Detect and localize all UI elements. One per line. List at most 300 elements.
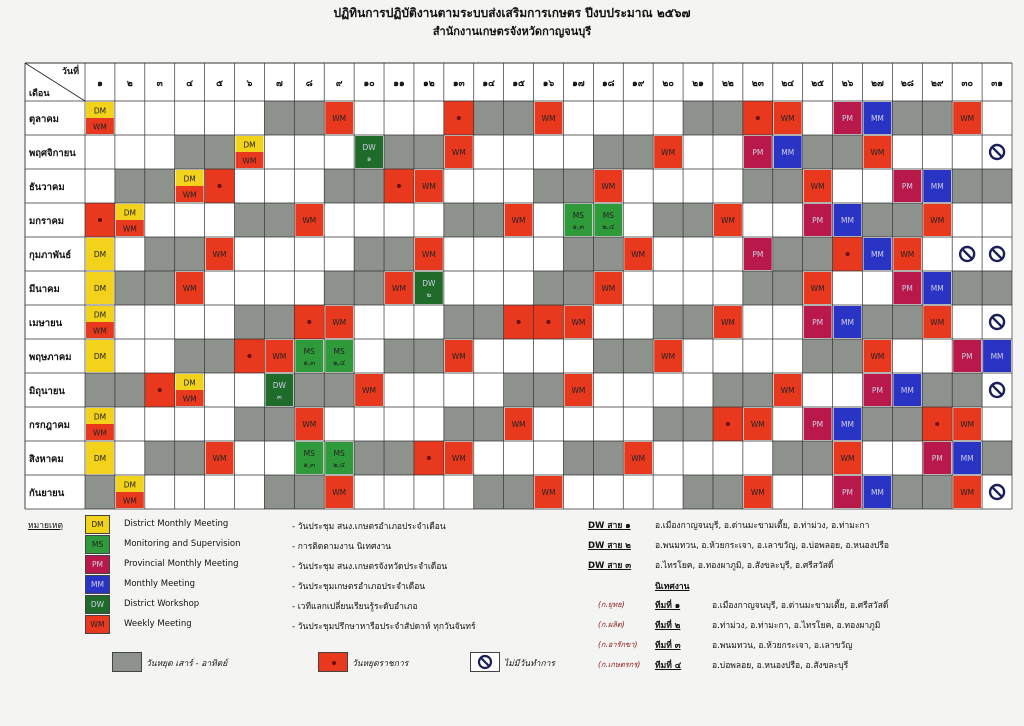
weekend-cell — [504, 475, 534, 509]
team-label-1: ทีมที่ ๑ — [655, 601, 681, 611]
event-dw-label: DW — [422, 279, 436, 288]
event-wm-label: WM — [451, 148, 466, 157]
legend-en-mm: Monthly Meeting — [124, 579, 196, 589]
weekend-cell — [264, 305, 294, 339]
weekend-cell — [504, 373, 534, 407]
event-wm-label: WM — [631, 454, 646, 463]
weekend-cell — [833, 339, 863, 373]
weekend-cell — [952, 271, 982, 305]
weekend-cell — [205, 339, 235, 373]
legend-en-ms: Monitoring and Supervision — [124, 539, 241, 549]
event-wm-label: WM — [661, 352, 676, 361]
weekend-cell — [683, 305, 713, 339]
weekend-cell — [892, 407, 922, 441]
weekend-cell — [145, 441, 175, 475]
day-header-22: ๒๒ — [721, 79, 734, 89]
event-dm-label: DM — [93, 284, 107, 293]
event-wm-label: WM — [960, 114, 975, 123]
holiday-dot — [397, 184, 401, 188]
event-dw-cell — [265, 374, 293, 406]
event-wm-label: WM — [601, 284, 616, 293]
day-header-9: ๙ — [335, 79, 343, 89]
weekend-cell — [713, 475, 743, 509]
event-pm-label: PM — [931, 454, 943, 463]
legend-th-dw: - เวทีแลกเปลี่ยนเรียนรู้ระดับอำเภอ — [292, 602, 418, 612]
event-sub-label: ๑,๓ — [303, 359, 316, 367]
month-label-12: กันยายน — [29, 488, 65, 499]
event-wm-label: WM — [840, 454, 855, 463]
day-header-14: ๑๔ — [482, 79, 495, 89]
weekend-cell — [803, 441, 833, 475]
weekend-cell — [474, 475, 504, 509]
weekend-cell — [145, 237, 175, 271]
weekend-cell — [324, 373, 354, 407]
weekend-cell — [175, 237, 205, 271]
team-text-3: อ.พนมทวน, อ.ห้วยกระเจา, อ.เลาขวัญ — [712, 641, 853, 651]
weekend-cell — [444, 305, 474, 339]
event-pm-label: PM — [871, 386, 883, 395]
weekend-cell — [384, 339, 414, 373]
supervision-heading: นิเทศงาน — [655, 582, 690, 592]
weekend-cell — [354, 169, 384, 203]
event-mm-label: MM — [990, 352, 1004, 361]
holiday-dot — [846, 252, 850, 256]
event-pm-label: PM — [901, 284, 913, 293]
event-wm-label: WM — [122, 496, 137, 506]
event-dm-label: DM — [93, 250, 107, 259]
event-sub-label: ๑ — [366, 155, 372, 163]
weekend-cell — [563, 271, 593, 305]
event-pm-label: PM — [901, 182, 913, 191]
legend-swatch-ms: MS — [85, 535, 110, 554]
weekend-cell — [115, 271, 145, 305]
weekend-cell — [145, 169, 175, 203]
event-wm-label: WM — [182, 284, 197, 293]
event-dm-label: DM — [93, 106, 107, 116]
weekend-cell — [922, 373, 952, 407]
event-wm-label: WM — [870, 352, 885, 361]
event-ms-cell — [594, 204, 622, 236]
event-wm-label: WM — [750, 420, 765, 429]
day-header-18: ๑๘ — [601, 79, 615, 89]
weekend-cell — [683, 407, 713, 441]
event-wm-label: WM — [780, 114, 795, 123]
event-wm-label: WM — [601, 182, 616, 191]
day-header-1: ๑ — [97, 79, 103, 89]
event-wm-label: WM — [182, 394, 197, 404]
corner-day-label: วันที่ — [61, 67, 79, 77]
weekend-cell — [862, 305, 892, 339]
legend-en-wm: Weekly Meeting — [124, 619, 192, 629]
event-mm-label: MM — [960, 454, 974, 463]
event-mm-label: MM — [870, 114, 884, 123]
event-wm-label: WM — [541, 488, 556, 497]
event-ms-cell — [295, 340, 323, 372]
event-sub-label: ๒,๔ — [333, 461, 346, 469]
page-subtitle: สำนักงานเกษตรจังหวัดกาญจนบุรี — [432, 25, 592, 38]
event-wm-label: WM — [720, 216, 735, 225]
holiday-dot — [247, 354, 251, 358]
weekend-cell — [593, 339, 623, 373]
day-header-24: ๒๔ — [781, 79, 795, 89]
weekend-cell — [294, 475, 324, 509]
team-label-4: ทีมที่ ๔ — [655, 661, 682, 671]
event-dm-label: DM — [93, 352, 107, 361]
legend-swatch-dm: DM — [85, 515, 110, 534]
holiday-dot — [457, 116, 461, 120]
dw-line-text-3: อ.ไทรโยค, อ.ทองผาภูมิ, อ.สังขละบุรี, อ.ศรีสวัสดิ์ — [655, 561, 834, 571]
event-ms-label: MS — [303, 347, 315, 356]
weekend-cell — [563, 441, 593, 475]
event-ms-cell — [295, 442, 323, 474]
event-dm-label: DM — [93, 454, 107, 463]
event-mm-label: MM — [781, 148, 795, 157]
month-label-10: กรกฎาคม — [29, 420, 70, 431]
event-dw-label: DW — [272, 381, 286, 390]
month-label-11: สิงหาคม — [29, 454, 64, 465]
weekend-cell — [354, 441, 384, 475]
event-wm-label: WM — [302, 420, 317, 429]
day-header-27: ๒๗ — [871, 79, 884, 89]
weekend-cell — [773, 271, 803, 305]
event-wm-label: WM — [182, 190, 197, 200]
event-dm-label: DM — [243, 140, 256, 150]
weekend-swatch — [112, 652, 142, 672]
holiday-dot — [158, 388, 162, 392]
month-label-6: มีนาคม — [29, 284, 60, 295]
legend-en-dm: District Monthly Meeting — [124, 519, 229, 529]
event-pm-label: PM — [961, 352, 973, 361]
weekend-cell — [982, 169, 1012, 203]
event-wm-label: WM — [661, 148, 676, 157]
page-title: ปฏิทินการปฏิบัติงานตามระบบส่งเสริมการเกษตร ปีงบประมาณ ๒๕๖๗ — [333, 6, 691, 20]
weekend-cell — [294, 101, 324, 135]
day-header-3: ๓ — [156, 79, 163, 89]
event-sub-label: ๒,๔ — [333, 359, 346, 367]
event-ms-label: MS — [303, 449, 315, 458]
holiday-dot — [756, 116, 760, 120]
team-label-2: ทีมที่ ๒ — [655, 621, 681, 631]
weekend-cell — [952, 169, 982, 203]
event-pm-label: PM — [752, 148, 764, 157]
holiday-dot — [427, 456, 431, 460]
weekend-cell — [803, 135, 833, 169]
month-label-3: ธันวาคม — [29, 182, 65, 193]
no-workday-icon — [471, 653, 499, 671]
event-mm-label: MM — [870, 250, 884, 259]
legend-heading: หมายเหตุ — [28, 521, 63, 531]
weekend-cell — [384, 441, 414, 475]
event-wm-label: WM — [392, 284, 406, 293]
event-mm-label: MM — [841, 216, 855, 225]
event-wm-label: WM — [511, 216, 526, 225]
weekend-cell — [862, 407, 892, 441]
weekend-cell — [803, 339, 833, 373]
event-sub-label: ๑,๓ — [303, 461, 316, 469]
day-header-2: ๒ — [126, 79, 133, 89]
team-text-4: อ.บ่อพลอย, อ.หนองปรือ, อ.สังขละบุรี — [712, 661, 849, 671]
holiday-dot — [517, 320, 521, 324]
holiday-dot — [547, 320, 551, 324]
event-dm-label: DM — [93, 412, 107, 422]
event-wm-label: WM — [93, 122, 107, 132]
event-wm-label: WM — [571, 386, 586, 395]
weekend-cell — [384, 135, 414, 169]
legend-th-ms: - การติดตามงาน นิเทศงาน — [292, 542, 392, 552]
weekend-cell — [653, 305, 683, 339]
event-dw-cell — [355, 136, 383, 168]
event-pm-label: PM — [842, 488, 854, 497]
team-org-2: (ก.ผลิต) — [598, 620, 625, 629]
event-dm-label: DM — [93, 310, 107, 320]
weekend-cell — [85, 373, 115, 407]
event-wm-label: WM — [631, 250, 646, 259]
event-wm-label: WM — [332, 488, 347, 497]
day-header-31: ๓๑ — [991, 79, 1003, 89]
event-wm-label: WM — [421, 250, 436, 259]
event-wm-label: WM — [242, 156, 257, 166]
day-header-17: ๑๗ — [572, 79, 585, 89]
weekend-cell — [833, 135, 863, 169]
dw-line-text-2: อ.พนมทวน, อ.ห้วยกระเจา, อ.เลาขวัญ, อ.บ่อพลอย, อ.หนองปรือ — [655, 541, 889, 551]
event-wm-label: WM — [900, 250, 915, 259]
weekend-cell — [892, 305, 922, 339]
weekend-cell — [803, 237, 833, 271]
weekend-cell — [593, 237, 623, 271]
day-header-30: ๓๐ — [961, 79, 973, 89]
day-header-13: ๑๓ — [452, 79, 465, 89]
weekend-cell — [264, 203, 294, 237]
event-wm-label: WM — [212, 454, 227, 463]
none-legend-label: ไม่มีวันทำการ — [504, 659, 555, 669]
team-label-3: ทีมที่ ๓ — [655, 641, 681, 651]
weekend-cell — [982, 441, 1012, 475]
day-header-10: ๑๐ — [363, 79, 375, 89]
weekend-cell — [593, 135, 623, 169]
weekend-cell — [354, 271, 384, 305]
holiday-dot — [935, 422, 939, 426]
day-header-5: ๕ — [216, 79, 223, 89]
month-label-5: กุมภาพันธ์ — [29, 250, 72, 261]
month-label-9: มิถุนายน — [29, 386, 65, 397]
day-header-7: ๗ — [275, 79, 283, 89]
legend-swatch-wm: WM — [85, 615, 110, 634]
event-wm-label: WM — [870, 148, 885, 157]
event-pm-label: PM — [812, 420, 824, 429]
weekend-cell — [85, 475, 115, 509]
weekend-cell — [384, 237, 414, 271]
legend-swatch-pm: PM — [85, 555, 110, 574]
none-swatch — [470, 652, 500, 672]
holiday-dot — [98, 218, 102, 222]
event-ms-label: MS — [333, 449, 345, 458]
day-header-15: ๑๕ — [512, 79, 525, 89]
weekend-cell — [534, 373, 564, 407]
event-pm-label: PM — [752, 250, 764, 259]
weekend-cell — [235, 305, 265, 339]
event-wm-label: WM — [810, 284, 825, 293]
weekend-cell — [474, 305, 504, 339]
month-label-4: มกราคม — [29, 216, 65, 227]
event-sub-label: ๒,๔ — [602, 223, 615, 231]
day-header-25: ๒๕ — [811, 79, 825, 89]
dw-line-label-1: DW สาย ๑ — [588, 521, 631, 531]
event-sub-label: ๒ — [426, 291, 432, 299]
weekend-cell — [683, 203, 713, 237]
event-ms-cell — [325, 340, 353, 372]
day-header-11: ๑๑ — [393, 79, 405, 89]
event-wm-label: WM — [451, 352, 466, 361]
weekend-cell — [713, 373, 743, 407]
weekend-cell — [892, 203, 922, 237]
event-dw-label: DW — [362, 143, 376, 152]
legend-th-pm: - วันประชุม สนง.เกษตรจังหวัดประจำเดือน — [292, 562, 448, 572]
weekend-cell — [892, 475, 922, 509]
event-wm-label: WM — [451, 454, 466, 463]
weekend-cell — [474, 407, 504, 441]
team-text-2: อ.ท่าม่วง, อ.ท่ามะกา, อ.ไทรโยค, อ.ทองผาภูมิ — [712, 621, 881, 631]
event-wm-label: WM — [571, 318, 586, 327]
weekend-cell — [264, 407, 294, 441]
event-mm-label: MM — [841, 318, 855, 327]
weekend-cell — [205, 135, 235, 169]
weekend-cell — [115, 373, 145, 407]
month-label-1: ตุลาคม — [29, 114, 59, 125]
event-wm-label: WM — [122, 224, 137, 234]
event-dm-label: DM — [123, 480, 136, 490]
holiday-swatch — [318, 652, 348, 672]
event-wm-label: WM — [810, 182, 825, 191]
weekend-cell — [264, 101, 294, 135]
day-header-28: ๒๘ — [900, 79, 914, 89]
event-wm-label: WM — [960, 420, 975, 429]
weekend-cell — [922, 101, 952, 135]
weekend-cell — [414, 135, 444, 169]
holiday-dot — [307, 320, 311, 324]
weekend-cell — [862, 203, 892, 237]
weekend-cell — [713, 101, 743, 135]
weekend-cell — [175, 441, 205, 475]
weekend-cell — [175, 135, 205, 169]
weekend-cell — [593, 441, 623, 475]
event-wm-label: WM — [541, 114, 556, 123]
legend-th-wm: - วันประชุมปรึกษาหารือประจำสัปดาห์ ทุกวันจันทร์ — [292, 622, 476, 632]
dw-line-label-3: DW สาย ๓ — [588, 561, 632, 571]
event-ms-label: MS — [572, 211, 585, 220]
corner-month-label: เดือน — [29, 89, 50, 99]
weekend-cell — [474, 203, 504, 237]
dw-line-label-2: DW สาย ๒ — [588, 541, 631, 551]
day-header-21: ๒๑ — [692, 79, 704, 89]
event-pm-label: PM — [812, 216, 824, 225]
event-wm-label: WM — [960, 488, 975, 497]
dw-line-text-1: อ.เมืองกาญจนบุรี, อ.ด่านมะขามเตี้ย, อ.ท่าม่วง, อ.ท่ามะกา — [655, 521, 870, 531]
weekend-cell — [444, 407, 474, 441]
weekend-cell — [922, 475, 952, 509]
event-dm-label: DM — [183, 174, 196, 184]
weekend-cell — [623, 339, 653, 373]
holiday-dot — [726, 422, 730, 426]
day-header-29: ๒๙ — [930, 79, 944, 89]
event-mm-label: MM — [930, 284, 944, 293]
day-header-6: ๖ — [246, 79, 253, 89]
legend-en-dw: District Workshop — [124, 599, 200, 609]
weekend-cell — [504, 101, 534, 135]
day-header-23: ๒๓ — [751, 79, 764, 89]
team-org-1: (ก.ยุทธ) — [598, 600, 625, 609]
weekend-cell — [324, 169, 354, 203]
event-dw-cell — [415, 272, 443, 304]
weekend-cell — [683, 475, 713, 509]
weekend-cell — [324, 271, 354, 305]
event-mm-label: MM — [900, 386, 914, 395]
event-ms-cell — [564, 204, 592, 236]
team-org-4: (ก.เกษตรกร) — [598, 660, 641, 669]
weekend-cell — [773, 441, 803, 475]
weekend-cell — [892, 101, 922, 135]
weekend-cell — [743, 271, 773, 305]
event-wm-label: WM — [780, 386, 795, 395]
event-wm-label: WM — [93, 428, 107, 438]
weekend-cell — [175, 339, 205, 373]
event-wm-label: WM — [272, 352, 287, 361]
weekend-cell — [563, 237, 593, 271]
weekend-cell — [414, 339, 444, 373]
event-mm-label: MM — [841, 420, 855, 429]
weekend-cell — [294, 373, 324, 407]
event-sub-label: ๑,๓ — [572, 223, 585, 231]
day-header-19: ๑๙ — [632, 79, 645, 89]
weekend-cell — [653, 203, 683, 237]
event-dm-label: DM — [183, 378, 196, 388]
weekend-cell — [952, 373, 982, 407]
event-wm-label: WM — [720, 318, 735, 327]
weekend-cell — [235, 407, 265, 441]
event-wm-label: WM — [750, 488, 765, 497]
weekend-cell — [743, 169, 773, 203]
event-dm-label: DM — [123, 208, 136, 218]
team-text-1: อ.เมืองกาญจนบุรี, อ.ด่านมะขามเตี้ย, อ.ศรีสวัสดิ์ — [712, 601, 889, 611]
weekend-cell — [145, 271, 175, 305]
weekend-cell — [563, 169, 593, 203]
day-header-12: ๑๒ — [423, 79, 435, 89]
day-header-20: ๒๐ — [662, 79, 674, 89]
legend-swatch-mm: MM — [85, 575, 110, 594]
day-header-16: ๑๖ — [542, 79, 555, 89]
event-mm-label: MM — [870, 488, 884, 497]
event-wm-label: WM — [332, 114, 347, 123]
event-wm-label: WM — [332, 318, 347, 327]
weekend-cell — [235, 203, 265, 237]
event-ms-cell — [325, 442, 353, 474]
weekend-cell — [534, 271, 564, 305]
event-pm-label: PM — [812, 318, 824, 327]
weekend-cell — [354, 237, 384, 271]
month-label-8: พฤษภาคม — [29, 352, 72, 363]
month-label-7: เมษายน — [29, 318, 63, 329]
weekend-cell — [773, 237, 803, 271]
event-wm-label: WM — [302, 216, 317, 225]
month-label-2: พฤศจิกายน — [29, 148, 76, 159]
event-wm-label: WM — [421, 182, 436, 191]
holiday-dot — [218, 184, 222, 188]
event-ms-label: MS — [333, 347, 345, 356]
day-header-8: ๘ — [305, 79, 313, 89]
legend-th-dm: - วันประชุม สนง.เกษตรอำเภอประจำเดือน — [292, 522, 446, 532]
weekend-cell — [264, 475, 294, 509]
team-org-3: (ก.อารักขา) — [598, 640, 638, 649]
event-wm-label: WM — [930, 216, 945, 225]
